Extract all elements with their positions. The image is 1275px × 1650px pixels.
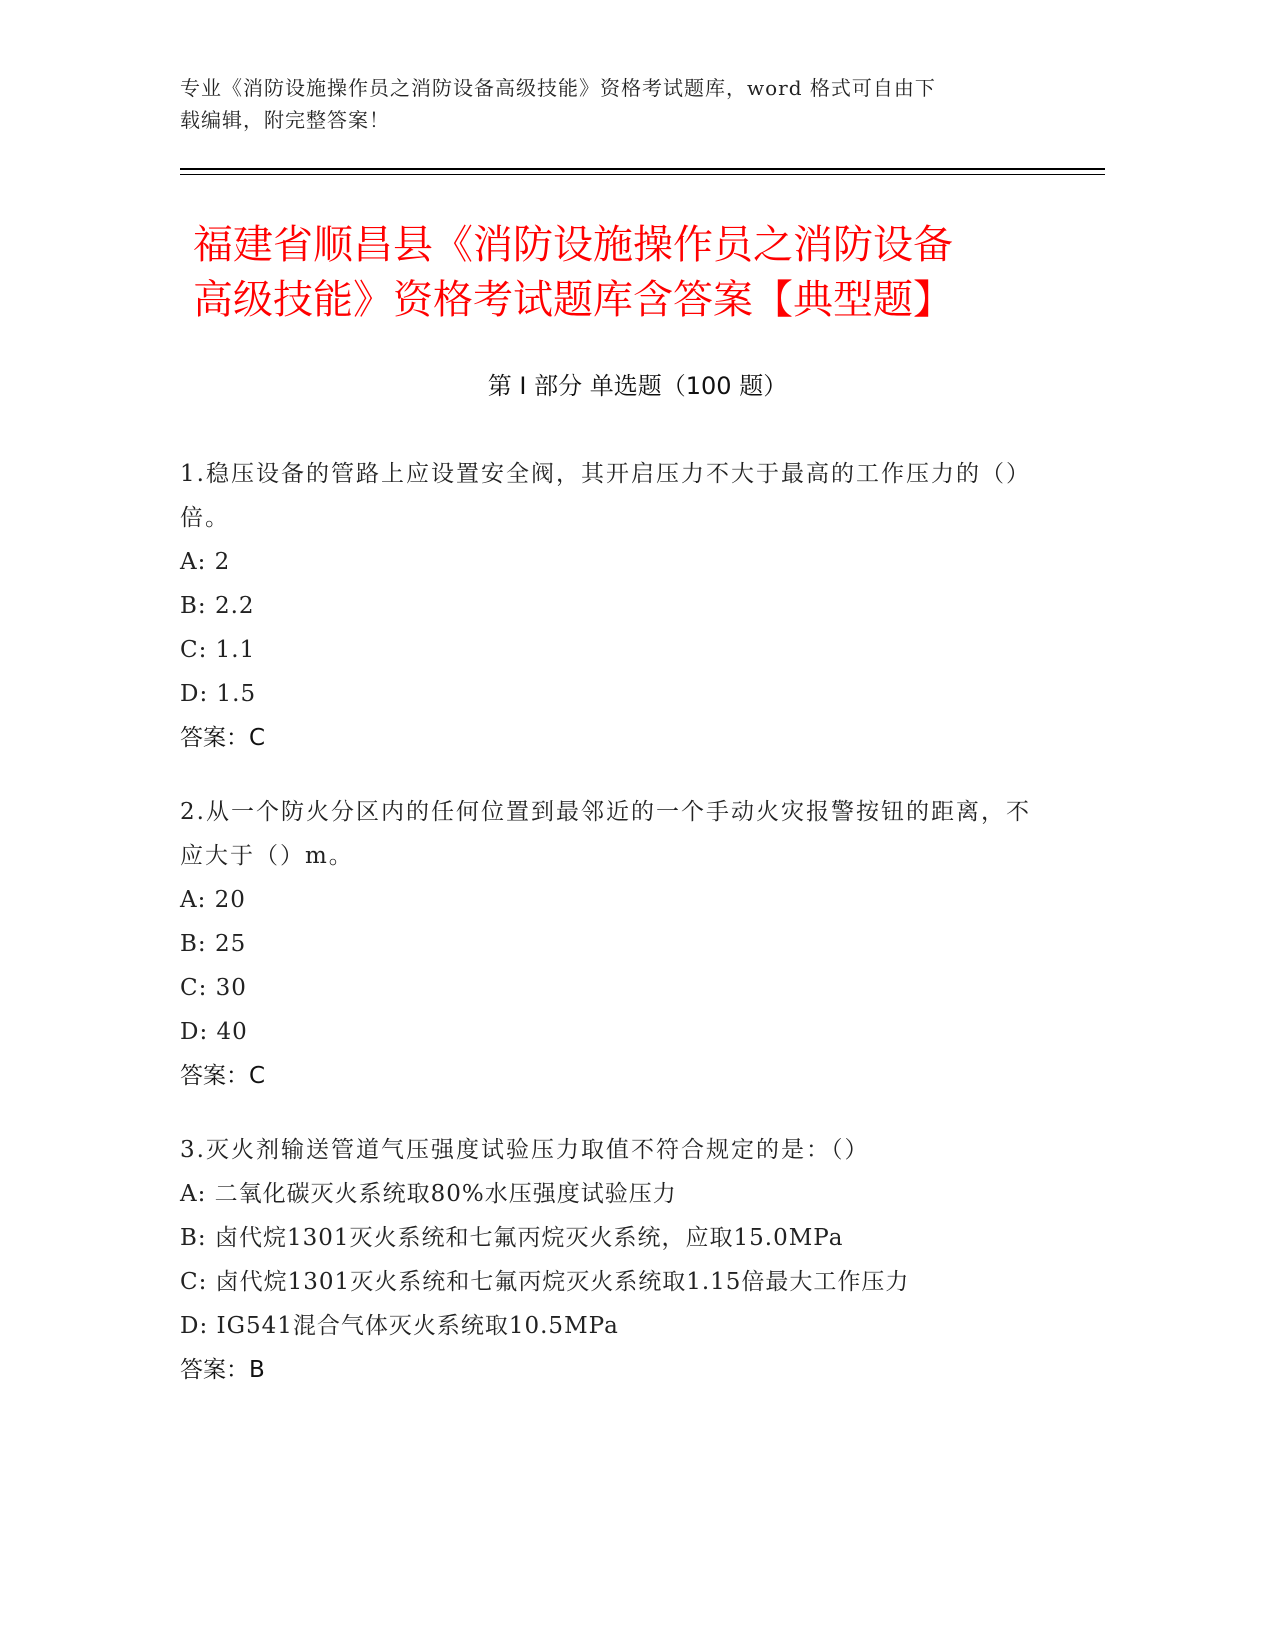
option-b: B: 卤代烷1301灭火系统和七氟丙烷灭火系统，应取15.0MPa xyxy=(180,1225,844,1251)
question-list xyxy=(180,452,1040,1422)
option-c: C: 卤代烷1301灭火系统和七氟丙烷灭火系统取1.15倍最大工作压力 xyxy=(180,1269,910,1295)
question-stem: 2.从一个防火分区内的任何位置到最邻近的一个手动火灾报警按钮的距离，不应大于（）m。 xyxy=(180,799,1031,869)
question-stem: 1.稳压设备的管路上应设置安全阀，其开启压力不大于最高的工作压力的（）倍。 xyxy=(180,461,1031,531)
header-line-1: 专业《消防设施操作员之消防设备高级技能》资格考试题库，word 格式可自由下 xyxy=(180,76,936,100)
header-rule-thick xyxy=(180,168,1105,170)
page-header xyxy=(180,72,1040,136)
answer: 答案：C xyxy=(180,725,266,751)
option-a: A: 2 xyxy=(180,549,231,575)
header-line-2: 载编辑，附完整答案！ xyxy=(180,108,390,132)
option-d: D: IG541混合气体灭火系统取10.5MPa xyxy=(180,1313,619,1339)
option-a: A: 20 xyxy=(180,887,246,913)
option-d: D: 40 xyxy=(180,1019,248,1045)
document-title xyxy=(193,218,1073,328)
option-b: B: 2.2 xyxy=(180,593,255,619)
question-stem: 3.灭火剂输送管道气压强度试验压力取值不符合规定的是：（） xyxy=(180,1137,870,1163)
title-line-2: 高级技能》资格考试题库含答案【典型题】 xyxy=(193,277,953,323)
answer: 答案：B xyxy=(180,1357,265,1383)
question-2 xyxy=(180,790,1040,1098)
header-rule-thin xyxy=(180,174,1105,175)
option-c: C: 1.1 xyxy=(180,637,256,663)
option-b: B: 25 xyxy=(180,931,247,957)
option-d: D: 1.5 xyxy=(180,681,257,707)
option-c: C: 30 xyxy=(180,975,247,1001)
answer: 答案：C xyxy=(180,1063,266,1089)
section-heading: 第 I 部分 单选题（100 题） xyxy=(487,372,788,400)
option-a: A: 二氧化碳灭火系统取80%水压强度试验压力 xyxy=(180,1181,677,1207)
question-3 xyxy=(180,1128,1040,1392)
question-1 xyxy=(180,452,1040,760)
title-line-1: 福建省顺昌县《消防设施操作员之消防设备 xyxy=(193,222,953,268)
